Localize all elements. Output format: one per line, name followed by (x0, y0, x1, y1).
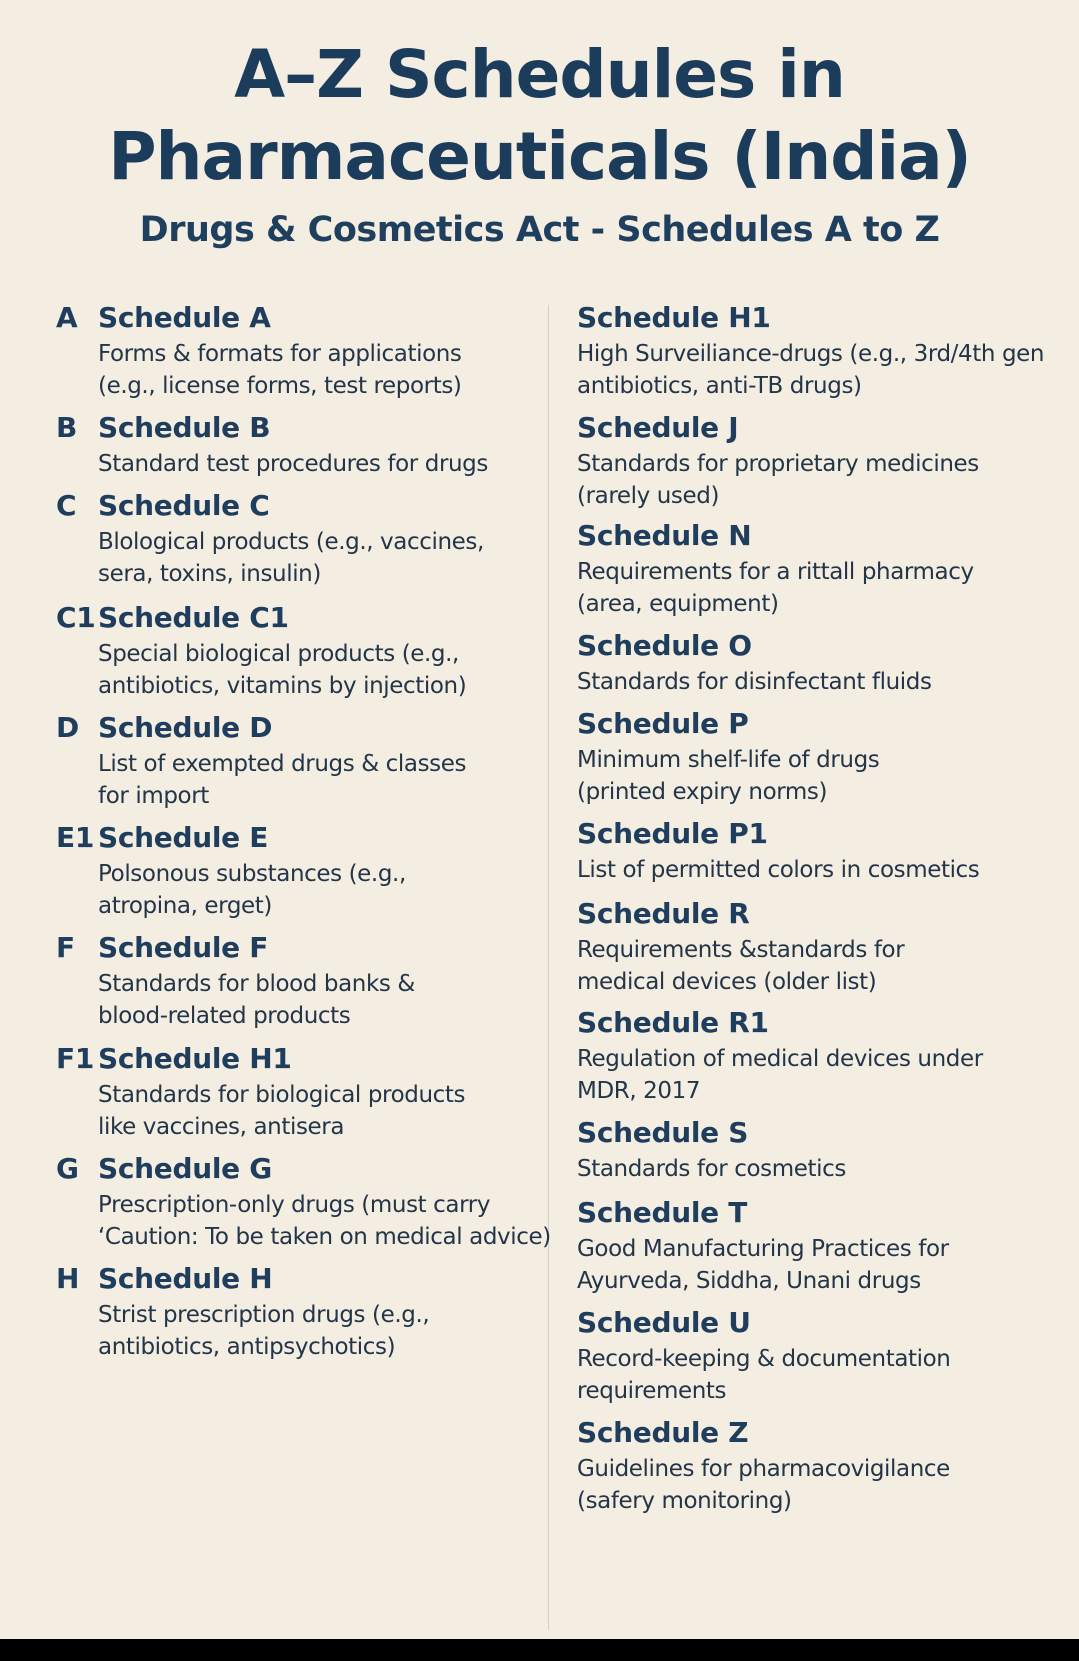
description-line: Special biological products (e.g., (98, 641, 459, 667)
schedule-description (56, 1299, 429, 1363)
description-line: for import (98, 783, 209, 809)
schedule-code: B (56, 411, 78, 444)
description-line: High Surveiliance-drugs (e.g., 3rd/4th gen (577, 341, 1045, 367)
description-line: blood-related products (98, 1003, 351, 1029)
schedule-heading (56, 300, 462, 336)
schedule-heading (577, 518, 974, 554)
schedule-code: E1 (56, 821, 95, 854)
schedule-heading (577, 1415, 950, 1451)
schedule-name: Schedule H1 (98, 1042, 292, 1075)
description-line: sera, toxins, insulin) (98, 561, 321, 587)
schedule-entry (577, 628, 932, 698)
schedule-heading (56, 1041, 465, 1077)
schedule-heading (577, 1005, 983, 1041)
schedule-heading (577, 628, 932, 664)
description-line: antibiotics, vitamins by injection) (98, 673, 467, 699)
schedule-heading (56, 600, 466, 636)
schedule-description (56, 338, 462, 402)
schedule-entry (577, 1415, 950, 1517)
schedule-entry (577, 1195, 949, 1297)
schedule-name: Schedule S (577, 1116, 749, 1149)
description-line: Standards for disinfectant fluids (577, 669, 932, 695)
schedule-code: C1 (56, 601, 96, 634)
schedule-entry (577, 410, 979, 512)
schedule-description (577, 1153, 846, 1185)
schedule-name: Schedule O (577, 629, 752, 662)
schedule-description (56, 968, 415, 1032)
schedule-description (577, 1233, 949, 1297)
description-line: Standards for cosmetics (577, 1156, 846, 1182)
description-line: MDR, 2017 (577, 1078, 701, 1104)
schedule-name: Schedule E (98, 821, 269, 854)
description-line: antibiotics, anti-TB drugs) (577, 373, 862, 399)
description-line: Requirements &standards for (577, 937, 905, 963)
schedule-description (577, 448, 979, 512)
description-line: Ayurveda, Siddha, Unani drugs (577, 1268, 921, 1294)
schedule-heading (577, 816, 979, 852)
schedule-name: Schedule J (577, 411, 739, 444)
schedule-entry (577, 300, 1044, 402)
schedule-heading (577, 410, 979, 446)
schedule-entry (56, 600, 466, 702)
description-line: Regulation of medical devices under (577, 1046, 983, 1072)
schedule-entry (577, 1305, 951, 1407)
schedule-entry (56, 820, 406, 922)
schedule-name: Schedule H1 (577, 301, 771, 334)
description-line: Polsonous substances (e.g., (98, 861, 406, 887)
schedule-name: Schedule U (577, 1306, 751, 1339)
schedule-entry (56, 1261, 429, 1363)
schedule-heading (577, 1305, 951, 1341)
schedule-heading (56, 1151, 551, 1187)
schedule-description (56, 858, 406, 922)
schedule-description (56, 1189, 551, 1253)
description-line: (e.g., license forms, test reports) (98, 373, 462, 399)
schedule-description (56, 448, 488, 480)
schedule-description (56, 526, 484, 590)
schedule-description (56, 1079, 465, 1143)
schedule-code: G (56, 1152, 79, 1185)
schedule-name: Schedule H (98, 1262, 273, 1295)
description-line: List of exempted drugs & classes (98, 751, 467, 777)
schedule-entry (577, 706, 879, 808)
schedule-name: Schedule P1 (577, 817, 768, 850)
schedule-name: Schedule F (98, 931, 269, 964)
description-line: (rarely used) (577, 483, 720, 509)
schedule-heading (577, 706, 879, 742)
description-line: requirements (577, 1378, 727, 1404)
schedule-heading (56, 1261, 429, 1297)
schedule-heading (56, 410, 488, 446)
schedule-description (577, 556, 974, 620)
schedule-description (577, 1343, 951, 1407)
description-line: medical devices (older list) (577, 969, 877, 995)
schedule-name: Schedule R1 (577, 1006, 769, 1039)
schedule-code: C (56, 489, 77, 522)
schedule-entry (56, 1041, 465, 1143)
schedule-description (577, 1453, 950, 1517)
schedule-entry (56, 488, 484, 590)
schedule-description (56, 638, 466, 702)
schedule-entry (577, 1005, 983, 1107)
schedule-description (56, 748, 466, 812)
schedule-entry (577, 1115, 846, 1185)
schedule-name: Schedule D (98, 711, 273, 744)
schedule-heading (56, 710, 466, 746)
schedule-code: D (56, 711, 79, 744)
schedule-name: Schedule Z (577, 1416, 749, 1449)
schedule-entry (56, 710, 466, 812)
schedule-heading (577, 896, 904, 932)
schedule-description (577, 854, 979, 886)
schedule-name: Schedule B (98, 411, 271, 444)
column-divider (548, 305, 549, 1630)
schedule-name: Schedule T (577, 1196, 748, 1229)
schedule-description (577, 1043, 983, 1107)
schedule-description (577, 338, 1044, 402)
description-line: Standards for blood banks & (98, 971, 415, 997)
description-line: Prescription-only drugs (must carry (98, 1192, 491, 1218)
description-line: Good Manufacturing Practices for (577, 1236, 949, 1262)
schedule-heading (577, 1115, 846, 1151)
description-line: Blological products (e.g., vaccines, (98, 529, 484, 555)
schedule-entry (56, 930, 415, 1032)
description-line: Minimum shelf-life of drugs (577, 747, 880, 773)
schedule-entry (56, 300, 462, 402)
schedule-name: Schedule A (98, 301, 271, 334)
title-line-1: A–Z Schedules in (234, 36, 845, 113)
description-line: Standards for biological products (98, 1082, 466, 1108)
description-line: atropina, erget) (98, 893, 272, 919)
schedule-heading (56, 930, 415, 966)
schedule-name: Schedule C (98, 489, 270, 522)
schedule-entry (577, 816, 979, 886)
description-line: (printed expiry norms) (577, 779, 828, 805)
description-line: (area, equipment) (577, 591, 779, 617)
schedule-name: Schedule C1 (98, 601, 289, 634)
schedule-description (577, 744, 879, 808)
schedule-entry (577, 896, 904, 998)
description-line: like vaccines, antisera (98, 1114, 345, 1140)
description-line: Strist prescription drugs (e.g., (98, 1302, 430, 1328)
description-line: (safery monitoring) (577, 1488, 792, 1514)
schedule-entry (56, 1151, 551, 1253)
description-line: Record-keeping & documentation (577, 1346, 951, 1372)
page-subtitle: Drugs & Cosmetics Act - Schedules A to Z (139, 210, 940, 250)
schedule-description (577, 934, 904, 998)
schedule-heading (56, 820, 406, 856)
schedule-entry (577, 518, 974, 620)
schedule-heading (577, 1195, 949, 1231)
description-line: ‘Caution: To be taken on medical advice) (98, 1224, 551, 1250)
schedule-code: A (56, 301, 78, 334)
schedule-name: Schedule P (577, 707, 749, 740)
description-line: Requirements for a rittall pharmacy (577, 559, 974, 585)
schedule-name: Schedule N (577, 519, 752, 552)
title-line-2: Pharmaceuticals (India) (108, 118, 971, 195)
schedule-heading (577, 300, 1044, 336)
description-line: Guidelines for pharmacovigilance (577, 1456, 950, 1482)
description-line: Standard test procedures for drugs (98, 451, 488, 477)
schedule-code: F (56, 931, 75, 964)
description-line: antibiotics, antipsychotics) (98, 1334, 396, 1360)
page-title (0, 34, 1079, 198)
schedule-description (577, 666, 932, 698)
schedule-name: Schedule R (577, 897, 750, 930)
schedule-code: F1 (56, 1042, 95, 1075)
schedule-name: Schedule G (98, 1152, 272, 1185)
bottom-bar (0, 1639, 1079, 1661)
schedule-entry (56, 410, 488, 480)
description-line: Standards for proprietary medicines (577, 451, 979, 477)
description-line: Forms & formats for applications (98, 341, 462, 367)
description-line: List of permitted colors in cosmetics (577, 857, 980, 883)
schedule-heading (56, 488, 484, 524)
schedule-code: H (56, 1262, 80, 1295)
